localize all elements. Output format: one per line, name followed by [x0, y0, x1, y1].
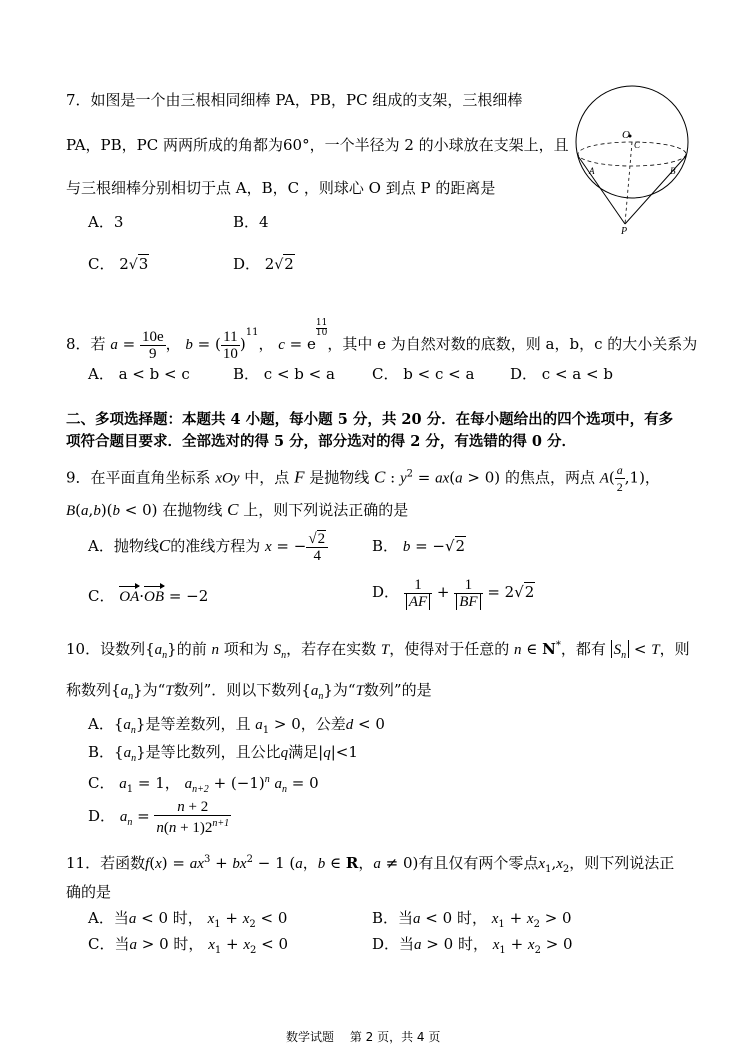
- q10-text-8: 称数列: [66, 681, 112, 699]
- q9-option-b: B． b = −√2: [372, 537, 466, 555]
- q11-c-when: 时，: [173, 935, 204, 953]
- q9-c-label: C．: [88, 587, 115, 605]
- q10-text-12: 数列”的是: [363, 681, 432, 699]
- q9-a-mid: 的准线方程为: [170, 537, 261, 555]
- q11-text-2: 有且仅有两个零点: [418, 854, 539, 872]
- q8-lead: 8．若: [66, 335, 106, 353]
- q11-text-3: ，则下列说法正: [569, 854, 675, 872]
- q7-fig-label-p: P: [621, 226, 628, 236]
- q7-option-c: C． 2√3: [88, 255, 149, 273]
- q11-c-lead: C．当: [88, 935, 130, 953]
- q10-text-11: 为“: [332, 681, 356, 699]
- q8-rest: ，其中 e 为自然对数的底数，则 a，b，c 的大小关系为: [327, 335, 698, 353]
- q9-option-a: A．抛物线C的准线方程为 x = − $\frac{√2}{4}$: [88, 528, 328, 565]
- q11-d-when: 时，: [457, 935, 488, 953]
- q10-a-label: A．: [88, 715, 114, 733]
- q10-text-5: ，使得对于任意的: [389, 640, 510, 658]
- q11-option-d: D．当a > 0 时， $x_1 + x_2 > 0$: [372, 935, 573, 956]
- q7-fig-label-o: O: [622, 129, 630, 141]
- q11-line2: 确的是: [66, 883, 112, 901]
- q11-option-c: C．当a > 0 时， $x_1 + x_2 < 0$: [88, 935, 289, 956]
- q9-line2: B(a,b)(b < 0) 在抛物线 C 上，则下列说法正确的是: [66, 500, 409, 519]
- q7-line3: 与三根细棒分别相切于点 A，B，C ，则球心 O 到点 P 的距离是: [66, 179, 496, 197]
- page-footer: 数学试题 第 2 页，共 4 页: [286, 1030, 441, 1044]
- q10-option-d: D． $a_n$ = $\frac{n + 2}{n(n + 1)2^{n+1}}$: [88, 798, 230, 836]
- q10-line2: 称数列$\{a_n\}$为“T数列”．则以下数列$\{a_n\}$为“T数列”的是: [66, 681, 432, 702]
- q8-option-d: D． c < a < b: [510, 365, 613, 383]
- q10-text-3: 项和为: [223, 640, 269, 658]
- q10-text-9: 为“: [142, 681, 166, 699]
- q9-text-6: 上，则下列说法正确的是: [243, 501, 409, 519]
- q9-text-1: 9．在平面直角坐标系: [66, 468, 211, 487]
- q10-text-1: 10．设数列: [66, 640, 146, 658]
- q7-option-b: B．4: [233, 213, 269, 231]
- q10-c-label: C．: [88, 774, 115, 792]
- q11-a-when: 时，: [172, 909, 203, 927]
- q10-d-label: D．: [88, 807, 116, 825]
- q8-option-c: C． b < c < a: [372, 365, 475, 383]
- q8-line: 8．若 a = $\frac{10e}{9}$ ， b = ( $\frac{11}{10}$ )$^{11}$， c = e $^{\frac{11}{10}}$ ，其中 e 为自然对数的底数，则 a，b，c 的大小关系为: [66, 318, 698, 362]
- q7-line1: 7．如图是一个由三根相同细棒 PA，PB，PC 组成的支架，三根细棒: [66, 91, 523, 109]
- q7-fig-label-a: A: [589, 166, 595, 176]
- q7-fig-label-c: C: [634, 140, 641, 150]
- q11-line1: 11．若函数$f(x) = ax^3 + bx^2 - 1$ (a，b ∈ R，a ≠ 0)有且仅有两个零点$x_1,x_2$，则下列说法正: [66, 854, 675, 875]
- q10-text-2: 的前: [176, 640, 207, 658]
- q9-d-label: D．: [372, 583, 400, 601]
- q8-option-a: A． a < b < c: [88, 365, 190, 383]
- q9-line1: 9．在平面直角坐标系 xOy 中，点 F 是抛物线 C : $y^2 = ax(a > 0)$ 的焦点，两点 A( $\frac{a}{2}$ ,1)，: [66, 463, 660, 494]
- q7-option-a: A．3: [88, 213, 124, 231]
- q7-fig-label-b: B: [670, 166, 676, 176]
- q11-b-when: 时，: [456, 909, 487, 927]
- q10-line1: 10．设数列$\{a_n\}$的前 n 项和为 $S_n$，若存在实数 T，使得对于任意的 n ∈ N*，都有 $S_n < T$，则: [66, 640, 690, 661]
- q9-text-2: 中，点: [244, 468, 290, 487]
- q9-a-lead: A．抛物线: [88, 537, 159, 555]
- q7-figure: [570, 84, 700, 236]
- section2-line2: 项符合题目要求．全部选对的得 5 分，部分选对的得 2 分，有选错的得 0 分．: [66, 433, 577, 450]
- q10-b-mid: 是等比数列，且公比: [145, 743, 281, 761]
- q9-text-4: 的焦点，两点: [504, 468, 595, 487]
- q11-option-a: A．当a < 0 时， $x_1 + x_2 < 0$: [88, 909, 288, 930]
- q11-a-lead: A．当: [88, 909, 129, 927]
- q10-option-a: A．$\{a_n\}$是等差数列，且 $a_1 > 0$，公差d < 0: [88, 715, 385, 736]
- q8-frac-a: $\frac{10e}{9}$: [141, 328, 164, 362]
- q9-option-d: D． $\frac{1}{AF}$ + $\frac{1}{BF}$ = 2√2: [372, 576, 535, 610]
- q9-text-3: 是抛物线: [309, 468, 370, 487]
- q8-option-b: B． c < b < a: [233, 365, 335, 383]
- q10-text-6: ，都有: [560, 640, 606, 658]
- q10-b-end: 满足: [288, 743, 319, 761]
- q10-text-4: ，若存在实数: [286, 640, 377, 658]
- q9-text-5: 在抛物线: [162, 501, 223, 519]
- q10-a-end: ，公差: [300, 715, 346, 733]
- q10-option-b: B．$\{a_n\}$是等比数列，且公比q满足|q|<1: [88, 743, 358, 764]
- q8-frac-b: $\frac{11}{10}$: [222, 328, 238, 362]
- q7-line2: PA，PB，PC 两两所成的角都为60°，一个半径为 2 的小球放在支架上，且: [66, 136, 569, 154]
- section2-line1: 二、多项选择题：本题共 4 小题，每小题 5 分，共 20 分．在每小题给出的四个选项中，有多: [66, 411, 674, 428]
- q11-b-lead: B．当: [372, 909, 414, 927]
- q10-text-7: ，则: [659, 640, 690, 658]
- q9-option-c: C． OA·OB = −2: [88, 587, 209, 605]
- q9-b-label: B．: [372, 537, 399, 555]
- q11-option-b: B．当a < 0 时， $x_1 + x_2 > 0$: [372, 909, 572, 930]
- q10-b-label: B．: [88, 743, 115, 761]
- q11-d-lead: D．当: [372, 935, 415, 953]
- q10-a-mid: 是等差数列，且: [145, 715, 251, 733]
- q10-option-c: C． $a_1 = 1$， $a_{n+2} + (-1)^n$ $a_n = 0$: [88, 774, 319, 795]
- q11-text-1: 11．若函数: [66, 854, 146, 872]
- q10-text-10: 数列”．则以下数列: [173, 681, 302, 699]
- q7-option-d: D． 2√2: [233, 255, 294, 273]
